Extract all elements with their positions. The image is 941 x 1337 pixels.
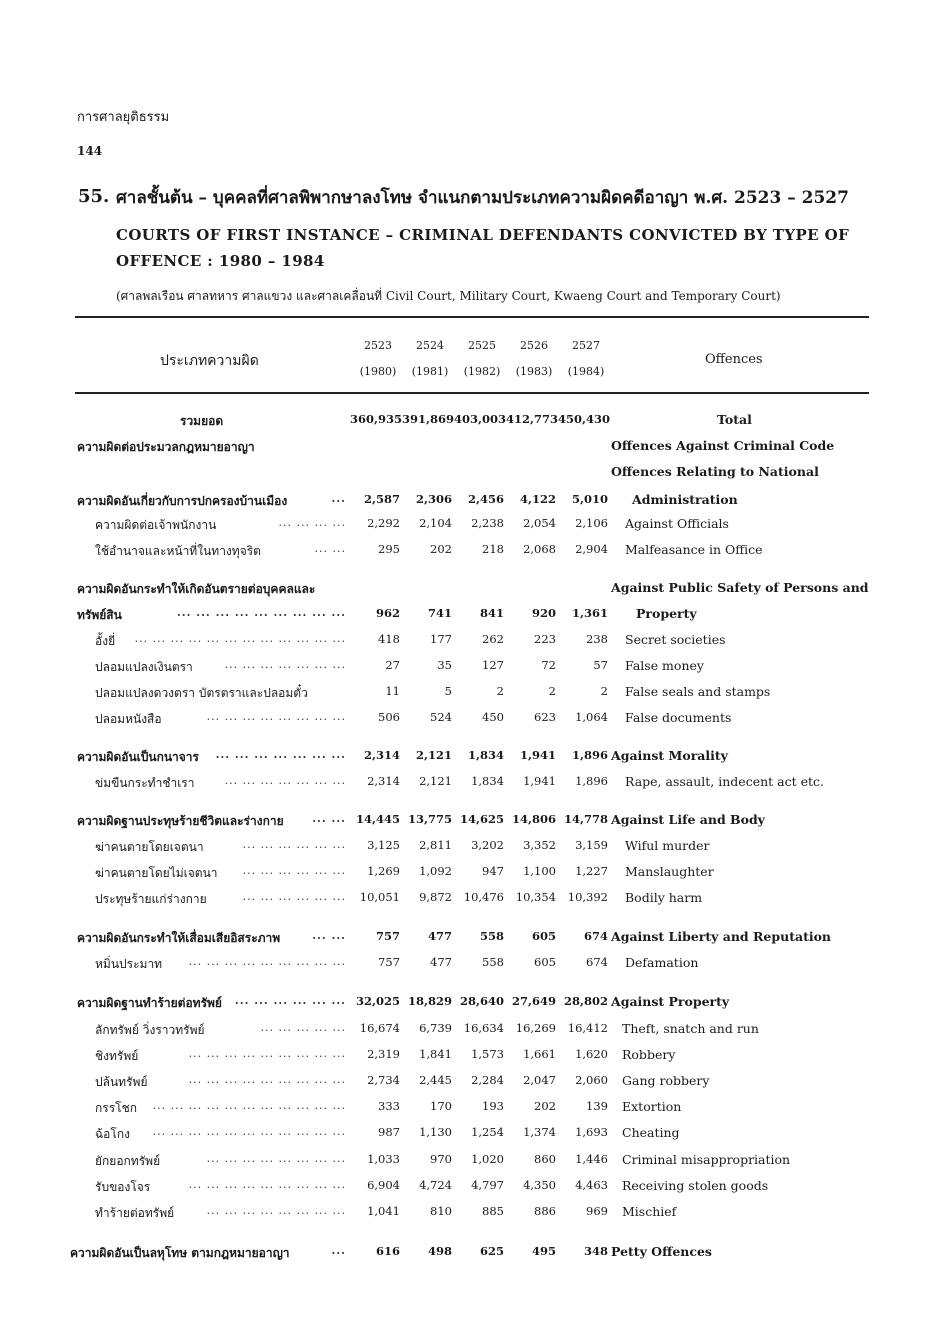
value-cell: 2,047 [523,1073,556,1087]
row-label-thai: ข่มขืนกระทำชำเรา [95,776,195,790]
value-cell: 1,227 [575,864,608,878]
value-cell: 295 [378,542,400,556]
year-ce: (1984) [567,365,605,378]
table-row [0,890,941,916]
value-cell: 1,841 [419,1047,452,1061]
table-row [0,1204,941,1230]
row-label-english: Against Property [611,994,730,1009]
table-row [0,1152,941,1178]
table-row [0,1125,941,1151]
table-row [0,1178,941,1204]
row-label-thai: ยักยอกทรัพย์ [95,1154,161,1168]
row-label-thai: ความผิดต่อเจ้าพนักงาน [95,518,217,532]
value-cell: 13,775 [407,812,452,826]
year-ce: (1983) [515,365,553,378]
row-label-thai: ความผิดอันเกี่ยวกับการปกครองบ้านเมือง [77,494,288,508]
value-cell: 623 [534,710,556,724]
leader-dots: ... ... ... ... ... ... [234,994,346,1007]
row-label-english: False seals and stamps [625,684,771,699]
value-cell: 10,476 [463,890,504,904]
row-label-english: Rape, assault, indecent act etc. [625,774,824,789]
value-cell: 2,104 [419,516,452,530]
table-subtitle: (ศาลพลเรือน ศาลทหาร ศาลแขวง และศาลเคลื่อนที่ Civil Court, Military Court, Kwaeng Court and Temporary Court) [116,289,781,303]
value-cell: 885 [482,1204,504,1218]
row-label-english: Against Morality [611,748,728,763]
value-cell: 202 [430,542,452,556]
value-cell: 16,269 [515,1021,556,1035]
value-cell: 262 [482,632,504,646]
value-cell: 987 [378,1125,400,1139]
row-label-thai: ใช้อำนาจและหน้าที่ในทางทุจริต [95,544,261,558]
leader-dots: ... [331,1244,346,1257]
row-label-english: Against Life and Body [611,812,765,827]
value-cell: 57 [593,658,608,672]
table-row [0,658,941,684]
value-cell: 920 [531,606,556,620]
value-cell: 1,896 [571,748,608,762]
leader-dots: ... ... ... ... ... [260,1021,346,1034]
row-label-english: Theft, snatch and run [622,1021,759,1036]
row-label-thai: ความผิดต่อประมวลกฎหมายอาญา [77,440,255,454]
value-cell: 4,122 [519,492,556,506]
table-row [0,1073,941,1099]
value-cell: 403,003 [454,412,507,426]
value-cell: 1,269 [367,864,400,878]
row-label-thai: ลักทรัพย์ วิ่งราวทรัพย์ [95,1023,205,1037]
year-be: 2523 [364,339,392,352]
row-label-english: Wiful murder [625,838,710,853]
value-cell: 2,904 [575,542,608,556]
value-cell: 1,033 [367,1152,400,1166]
value-cell: 2,121 [419,774,452,788]
value-cell: 674 [583,929,608,943]
value-cell: 741 [427,606,452,620]
row-label-english: Mischief [622,1204,677,1219]
value-cell: 616 [375,1244,400,1258]
value-cell: 969 [586,1204,608,1218]
table-row [0,632,941,658]
year-ce: (1981) [411,365,449,378]
value-cell: 1,896 [575,774,608,788]
value-cell: 1,064 [575,710,608,724]
value-cell: 3,159 [575,838,608,852]
value-cell: 2,121 [415,748,452,762]
table-row [0,1099,941,1125]
table-row [0,684,941,710]
value-cell: 32,025 [355,994,400,1008]
value-cell: 1,361 [571,606,608,620]
value-cell: 177 [430,632,452,646]
value-cell: 495 [531,1244,556,1258]
value-cell: 11 [385,684,400,698]
row-label-thai: ความผิดอันเป็นลหุโทษ ตามกฎหมายอาญา [70,1246,290,1260]
row-label-english: Secret societies [625,632,726,647]
table-row [0,994,941,1020]
value-cell: 4,350 [523,1178,556,1192]
value-cell: 2,319 [367,1047,400,1061]
value-cell: 625 [479,1244,504,1258]
value-cell: 498 [427,1244,452,1258]
leader-dots: ... ... ... ... ... ... ... ... ... ... ... [152,1125,346,1138]
value-cell: 886 [534,1204,556,1218]
year-header [456,333,508,385]
leader-dots: ... ... ... ... ... ... ... ... ... [188,955,346,968]
row-label-english: Administration [632,492,738,507]
row-label-english: Malfeasance in Office [625,542,763,557]
value-cell: 2 [600,684,608,698]
value-cell: 193 [482,1099,504,1113]
row-label-thai: ฆ่าคนตายโดยไม่เจตนา [95,866,218,880]
value-cell: 970 [430,1152,452,1166]
row-label-english: Total [717,412,752,427]
row-label-thai: ทำร้ายต่อทรัพย์ [95,1206,175,1220]
row-label-thai: อั้งยี่ [95,634,116,648]
row-label-english: Cheating [622,1125,680,1140]
leader-dots: ... ... ... ... ... ... ... ... [206,1204,346,1217]
row-label-english: Bodily harm [625,890,703,905]
value-cell: 2,445 [419,1073,452,1087]
row-label-english: Receiving stolen goods [622,1178,769,1193]
row-label-thai: ปล้นทรัพย์ [95,1075,148,1089]
value-cell: 2 [496,684,504,698]
leader-dots: ... ... ... ... ... ... ... ... [206,710,346,723]
leader-dots: ... ... ... ... ... ... ... ... ... [188,1047,346,1060]
value-cell: 2,054 [523,516,556,530]
value-cell: 5 [444,684,452,698]
year-header [560,333,612,385]
value-cell: 1,620 [575,1047,608,1061]
value-cell: 810 [430,1204,452,1218]
value-cell: 3,202 [471,838,504,852]
value-cell: 2,060 [575,1073,608,1087]
leader-dots: ... [331,492,346,505]
row-label-thai: ความผิดฐานทำร้ายต่อทรัพย์ [77,996,222,1010]
leader-dots: ... ... ... ... ... ... ... [224,658,346,671]
value-cell: 1,446 [575,1152,608,1166]
row-label-english: Against Liberty and Reputation [611,929,832,944]
leader-dots: ... ... ... ... ... ... ... ... ... [176,606,346,619]
value-cell: 1,041 [367,1204,400,1218]
leader-dots: ... ... [314,542,346,555]
year-header [508,333,560,385]
column-header-english: Offences [705,352,763,367]
value-cell: 2,068 [523,542,556,556]
value-cell: 1,693 [575,1125,608,1139]
row-label-english: Defamation [625,955,699,970]
row-label-thai: ปลอมแปลงดวงตรา บัตรตราและปลอมตั๋ว [95,686,308,700]
value-cell: 450 [482,710,504,724]
value-cell: 10,051 [359,890,400,904]
leader-dots: ... ... ... ... ... ... ... ... ... ... ... ... [134,632,346,645]
value-cell: 223 [534,632,556,646]
year-be: 2527 [572,339,600,352]
table-number: 55. [78,186,110,207]
value-cell: 139 [586,1099,608,1113]
value-cell: 2,456 [467,492,504,506]
row-label-english: Petty Offences [611,1244,712,1259]
value-cell: 605 [534,955,556,969]
table-row [0,1021,941,1047]
value-cell: 2,811 [419,838,452,852]
year-be: 2524 [416,339,444,352]
table-row [0,929,941,955]
value-cell: 757 [375,929,400,943]
row-label-english: Offences Relating to National [611,464,819,479]
value-cell: 28,640 [459,994,504,1008]
value-cell: 348 [583,1244,608,1258]
value-cell: 1,834 [471,774,504,788]
year-ce: (1980) [359,365,397,378]
value-cell: 841 [479,606,504,620]
row-label-thai: ประทุษร้ายแก่ร่างกาย [95,892,207,906]
value-cell: 218 [482,542,504,556]
leader-dots: ... ... ... ... ... ... [242,864,346,877]
value-cell: 674 [586,955,608,969]
value-cell: 3,352 [523,838,556,852]
row-label-thai: ความผิดอันกระทำให้เกิดอันตรายต่อบุคคลและ [77,582,316,596]
table-row [0,542,941,568]
row-label-thai: ความผิดอันกระทำให้เสื่อมเสียอิสระภาพ [77,931,281,945]
table-row [0,606,941,632]
row-label-english: False money [625,658,704,673]
value-cell: 412,773 [506,412,559,426]
year-be: 2525 [468,339,496,352]
value-cell: 4,797 [471,1178,504,1192]
leader-dots: ... ... ... ... ... ... ... [224,774,346,787]
table-row [0,412,941,438]
value-cell: 558 [482,955,504,969]
value-cell: 2,284 [471,1073,504,1087]
leader-dots: ... ... [312,812,346,825]
table-row [0,1244,941,1270]
value-cell: 14,806 [511,812,556,826]
value-cell: 2,587 [363,492,400,506]
table-row [0,864,941,890]
row-label-english: False documents [625,710,732,725]
value-cell: 2,106 [575,516,608,530]
leader-dots: ... ... ... ... ... ... [242,838,346,851]
value-cell: 1,100 [523,864,556,878]
value-cell: 238 [586,632,608,646]
value-cell: 2,238 [471,516,504,530]
row-label-thai: รับของโจร [95,1180,151,1194]
year-be: 2526 [520,339,548,352]
value-cell: 2,734 [367,1073,400,1087]
value-cell: 9,872 [419,890,452,904]
table-row [0,710,941,736]
row-label-thai: ปลอมหนังสือ [95,712,162,726]
table-row [0,580,941,606]
row-label-thai: ฆ่าคนตายโดยเจตนา [95,840,204,854]
value-cell: 18,829 [407,994,452,1008]
value-cell: 4,463 [575,1178,608,1192]
value-cell: 28,802 [563,994,608,1008]
leader-dots: ... ... ... ... ... ... [242,890,346,903]
table-row [0,516,941,542]
value-cell: 506 [378,710,400,724]
value-cell: 27,649 [511,994,556,1008]
leader-dots: ... ... ... ... [278,516,346,529]
title-thai: ศาลชั้นต้น – บุคคลที่ศาลพิพากษาลงโทษ จำแนกตามประเภทความผิดคดีอาญา พ.ศ. 2523 – 2527 [116,188,849,208]
value-cell: 418 [378,632,400,646]
row-label-thai: ความผิดฐานประทุษร้ายชีวิตและร่างกาย [77,814,284,828]
value-cell: 1,834 [467,748,504,762]
leader-dots: ... ... ... ... ... ... ... ... [206,1152,346,1165]
row-label-english: Criminal misappropriation [622,1152,791,1167]
value-cell: 605 [531,929,556,943]
value-cell: 127 [482,658,504,672]
table-top-rule [75,316,869,318]
value-cell: 2,314 [367,774,400,788]
row-label-english: Manslaughter [625,864,714,879]
table-row [0,812,941,838]
value-cell: 860 [534,1152,556,1166]
year-ce: (1982) [463,365,501,378]
value-cell: 14,778 [563,812,608,826]
row-label-thai: รวมยอด [180,414,224,428]
value-cell: 1,254 [471,1125,504,1139]
value-cell: 6,739 [419,1021,452,1035]
leader-dots: ... ... ... ... ... ... ... [215,748,346,761]
table-row [0,955,941,981]
row-label-thai: หมิ่นประมาท [95,957,163,971]
row-label-english: Property [636,606,697,621]
value-cell: 202 [534,1099,556,1113]
value-cell: 4,724 [419,1178,452,1192]
value-cell: 16,412 [567,1021,608,1035]
value-cell: 10,392 [567,890,608,904]
value-cell: 72 [541,658,556,672]
value-cell: 1,020 [471,1152,504,1166]
table-row [0,838,941,864]
column-header-thai: ประเภทความผิด [160,353,259,369]
value-cell: 27 [385,658,400,672]
value-cell: 1,092 [419,864,452,878]
value-cell: 1,573 [471,1047,504,1061]
row-label-thai: ปลอมแปลงเงินตรา [95,660,193,674]
row-label-thai: ทรัพย์สิน [77,608,122,622]
value-cell: 2,292 [367,516,400,530]
row-label-english: Extortion [622,1099,682,1114]
table-row [0,492,941,518]
value-cell: 10,354 [515,890,556,904]
value-cell: 170 [430,1099,452,1113]
row-label-thai: ฉ้อโกง [95,1127,130,1141]
value-cell: 1,130 [419,1125,452,1139]
value-cell: 558 [479,929,504,943]
row-label-english: Against Officials [625,516,729,531]
value-cell: 1,941 [519,748,556,762]
table-header-rule [75,392,869,394]
title-english: COURTS OF FIRST INSTANCE – CRIMINAL DEFENDANTS CONVICTED BY TYPE OF OFFENCE : 1980 – 1984 [116,226,850,270]
value-cell: 14,625 [459,812,504,826]
row-label-thai: กรรโชก [95,1101,138,1115]
value-cell: 16,674 [359,1021,400,1035]
table-row [0,464,941,490]
value-cell: 5,010 [571,492,608,506]
row-label-thai: ชิงทรัพย์ [95,1049,139,1063]
year-header [352,333,404,385]
value-cell: 6,904 [367,1178,400,1192]
value-cell: 962 [375,606,400,620]
table-row [0,438,941,464]
page-number: 144 [77,144,103,158]
value-cell: 757 [378,955,400,969]
value-cell: 1,374 [523,1125,556,1139]
value-cell: 1,661 [523,1047,556,1061]
leader-dots: ... ... ... ... ... ... ... ... ... [188,1178,346,1191]
row-label-thai: ความผิดอันเป็นกนาจาร [77,750,199,764]
value-cell: 2,314 [363,748,400,762]
table-row [0,748,941,774]
value-cell: 333 [378,1099,400,1113]
value-cell: 524 [430,710,452,724]
leader-dots: ... ... [312,929,346,942]
value-cell: 360,935 [350,412,403,426]
value-cell: 947 [482,864,504,878]
value-cell: 16,634 [463,1021,504,1035]
row-label-english: Gang robbery [622,1073,710,1088]
table-row [0,1047,941,1073]
leader-dots: ... ... ... ... ... ... ... ... ... [188,1073,346,1086]
row-label-english: Offences Against Criminal Code [611,438,835,453]
year-header [404,333,456,385]
value-cell: 391,869 [402,412,455,426]
row-label-english: Against Public Safety of Persons and [611,580,869,595]
value-cell: 477 [427,929,452,943]
value-cell: 450,430 [558,412,611,426]
value-cell: 2 [548,684,556,698]
row-label-english: Robbery [622,1047,676,1062]
value-cell: 35 [437,658,452,672]
value-cell: 1,941 [523,774,556,788]
value-cell: 14,445 [355,812,400,826]
value-cell: 477 [430,955,452,969]
table-row [0,774,941,800]
leader-dots: ... ... ... ... ... ... ... ... ... ... ... [152,1099,346,1112]
value-cell: 3,125 [367,838,400,852]
running-header: การศาลยุติธรรม [77,110,170,125]
value-cell: 2,306 [415,492,452,506]
